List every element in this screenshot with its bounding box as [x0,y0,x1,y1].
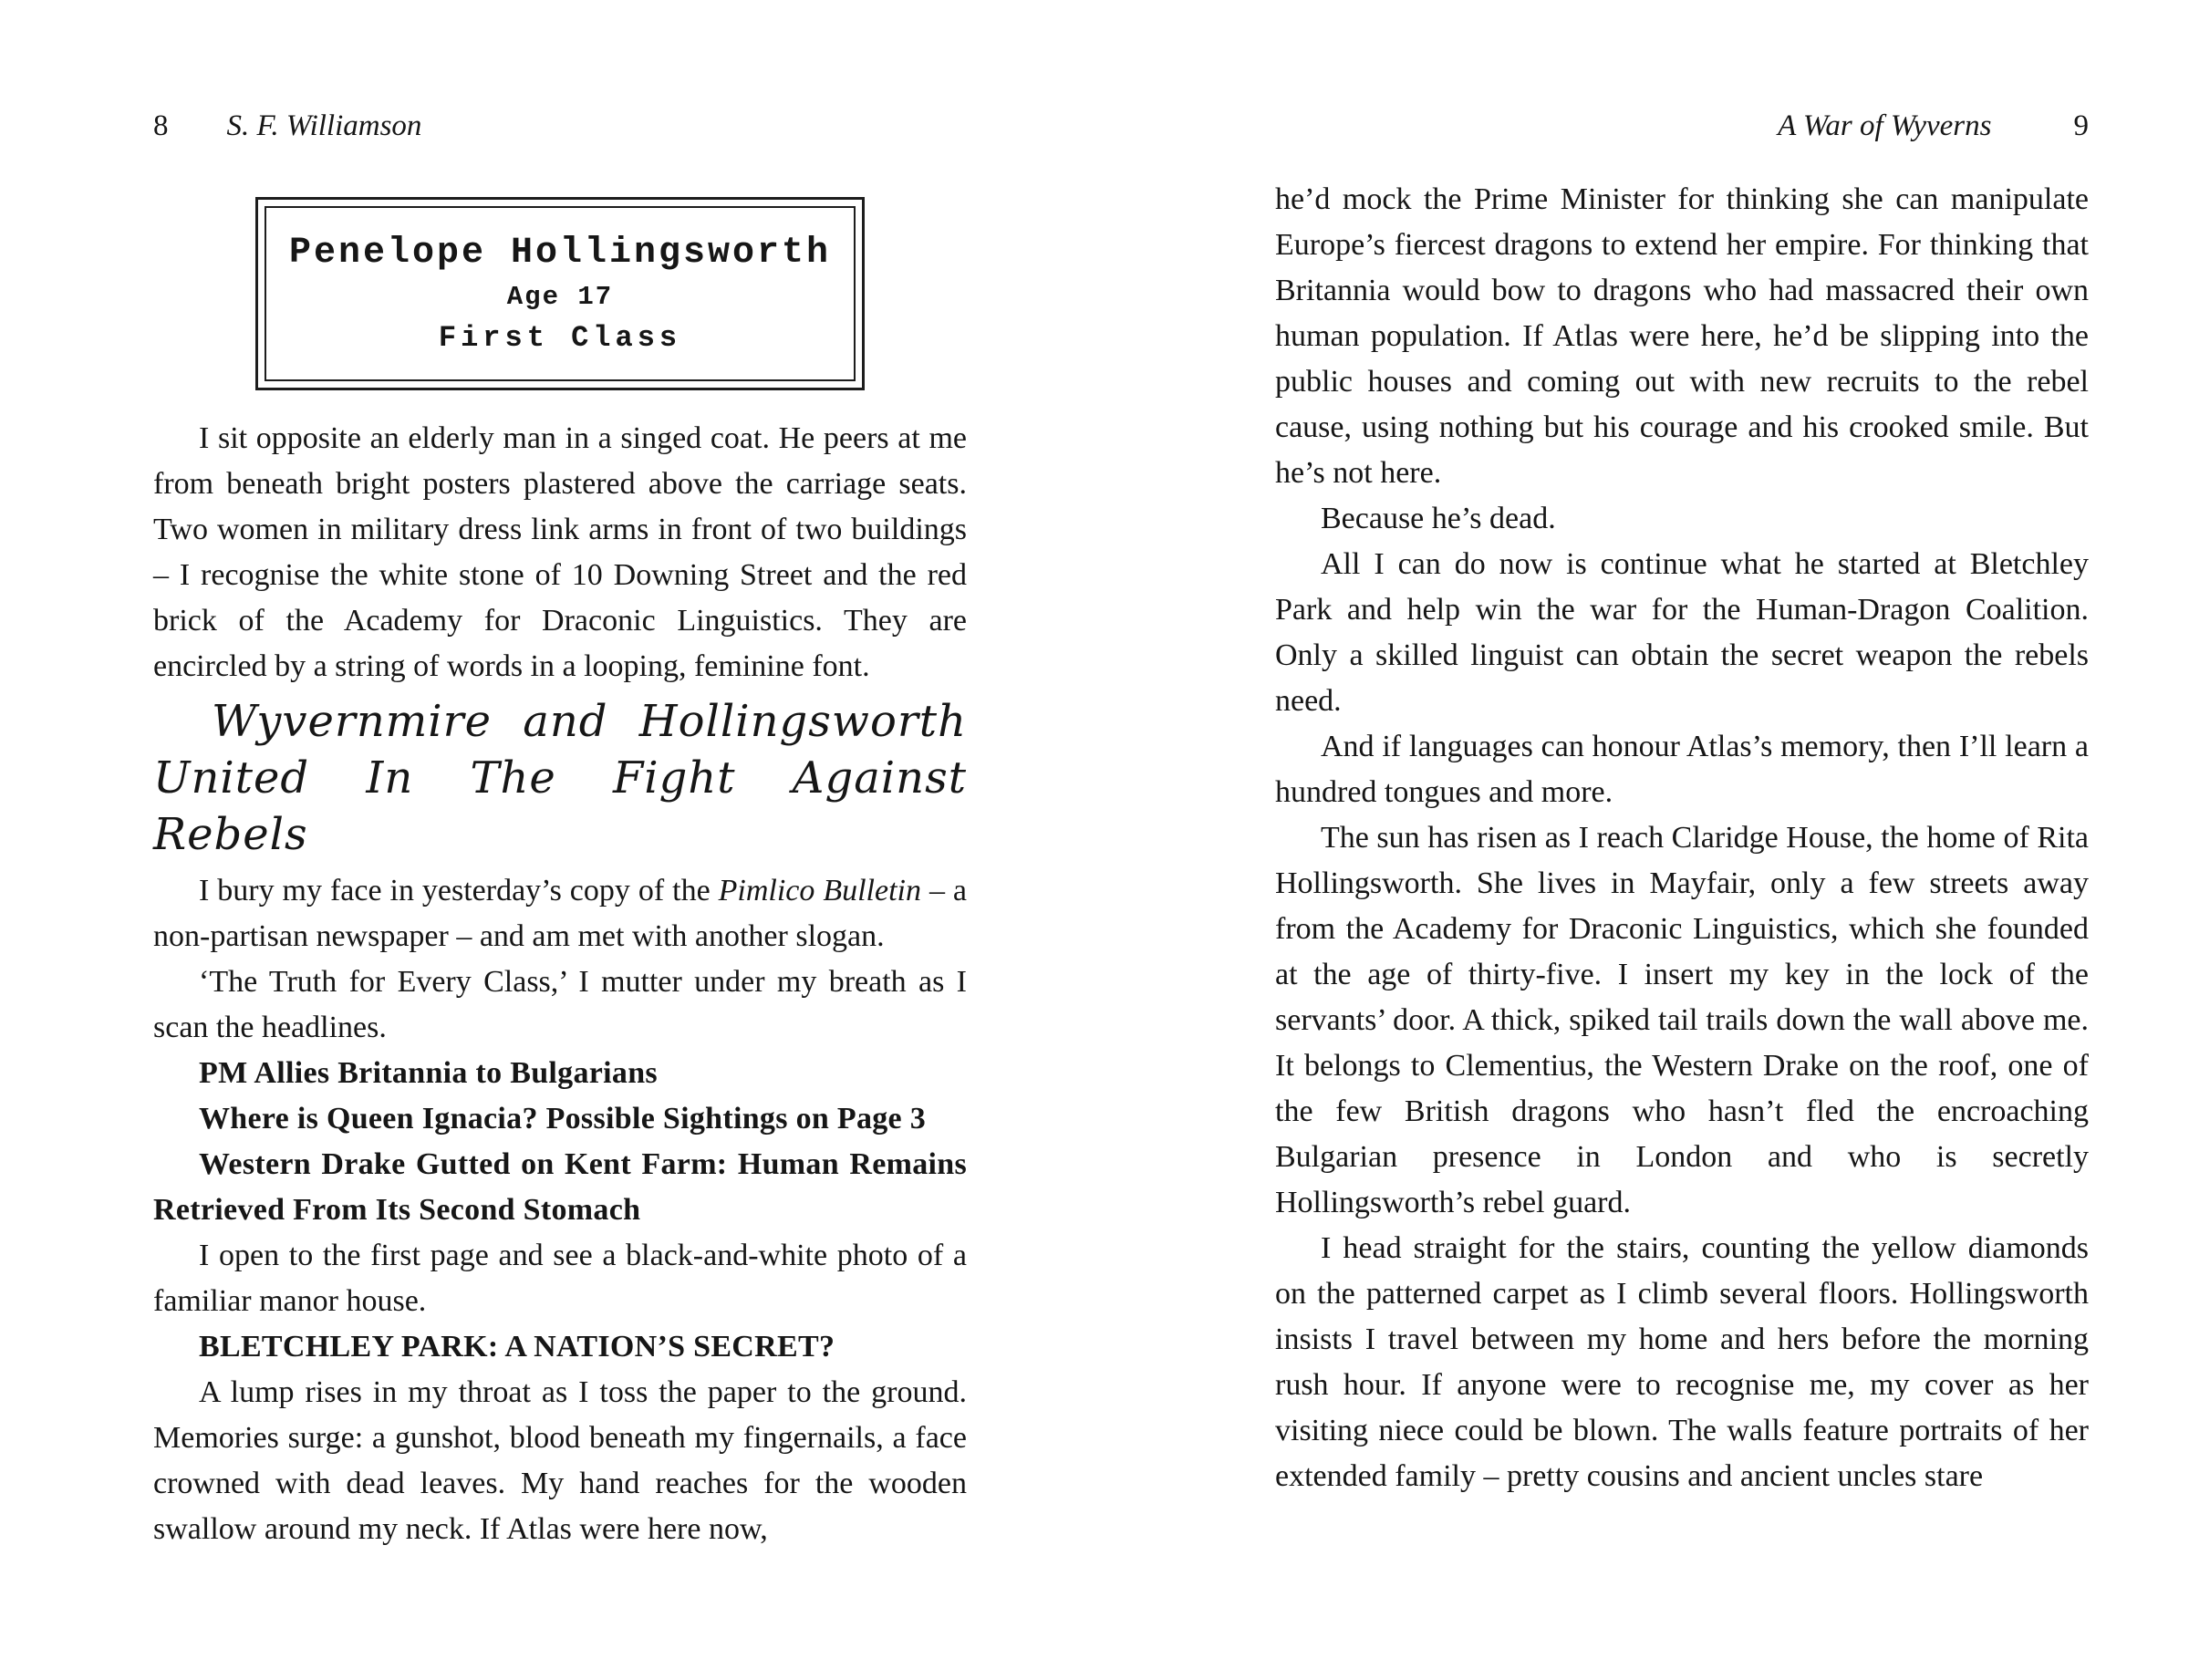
card-travel-class: First Class [438,321,682,355]
card-character-age: Age 17 [506,282,614,312]
character-card-wrapper [153,197,967,390]
paragraph-claridge-house: The sun has risen as I reach Claridge House, the home of Rita Hollingsworth. She lives in Mayfair, only a few streets away from the Academy for Draconic Linguistics, which she founded at the age of thirty-five. I insert my key in the lock of the servants’ door. A thick, spiked tail trails down the wall above me. It belongs to Clementius, the Western Drake on the roof, one of the few British dragons who hasn’t fled the encroaching Bulgarian presence in London and who is secretly Hollingsworth’s rebel guard. [1275,821,2089,1219]
card-character-name: Penelope Hollingsworth [288,233,832,274]
paragraph-photo: I open to the first page and see a black-and-white photo of a familiar manor house. [153,1239,967,1318]
right-page [1275,108,2089,1499]
paragraph-memories: A lump rises in my throat as I toss the paper to the ground. Memories surge: a gunshot, blood beneath my fingernails, a face crowned with dead leaves. My hand reaches for the wooden swallow around my neck. If Atlas were here now, [153,1375,967,1546]
right-running-head [1275,108,2089,144]
paragraph-newspaper-pre: I bury my face in yesterday’s copy of the [199,874,719,907]
news-headline-pm: PM Allies Britannia to Bulgarians [199,1056,658,1090]
poster-slogan-script: Wyvernmire and Hollingsworth United In The Fight Against Rebels [153,696,967,860]
left-running-head [153,108,967,144]
author-running-header: S. F. Williamson [226,109,422,142]
paragraph-stairs: I head straight for the stairs, counting the yellow diamonds on the patterned carpet as I climb several floors. Hollingsworth insists I travel between my home and hers before the morning rush hour. If anyone were to recognise me, my cover as her visiting niece could be blown. The walls feature portraits of her extended family – pretty cousins and ancient uncles stare [1275,1231,2089,1493]
right-body-text [1275,177,2089,1499]
paragraph-newspaper-post: – a non-partisan newspaper – and am met with another slogan. [153,874,967,953]
paragraph-newspaper [153,868,967,959]
news-headline-queen: Where is Queen Ignacia? Possible Sightings on Page 3 [199,1102,927,1136]
character-card [255,197,865,390]
character-card-inner [265,206,856,381]
right-page-number: 9 [2073,109,2089,142]
book-title-running-header: A War of Wyverns [1778,109,1992,142]
paragraph-languages: And if languages can honour Atlas’s memory, then I’ll learn a hundred tongues and more. [1275,730,2089,809]
news-headline-bletchley: BLETCHLEY PARK: A NATION’S SECRET? [199,1330,835,1364]
newspaper-title-italic: Pimlico Bulletin [718,874,921,907]
paragraph-mock-pm: he’d mock the Prime Minister for thinking she can manipulate Europe’s fiercest dragons to extend her empire. For thinking that Britannia would bow to dragons who had massacred their own human population. If Atlas were here, he’d be slipping into the public houses and coming out with new recruits to the rebel cause, using nothing but his courage and his crooked smile. But he’s not here. [1275,182,2089,490]
paragraph-dead: Because he’s dead. [1321,502,1556,535]
left-page [153,108,967,1552]
paragraph-truth-slogan: ‘The Truth for Every Class,’ I mutter under my breath as I scan the headlines. [153,965,967,1044]
left-body-text [153,416,967,1552]
paragraph-carriage: I sit opposite an elderly man in a singed coat. He peers at me from beneath bright posters plastered above the carriage seats. Two women in military dress link arms in front of two buildings – I recognise the white stone of 10 Downing Street and the red brick of the Academy for Draconic Linguistics. They are encircled by a string of words in a looping, feminine font. [153,421,967,683]
paragraph-bletchley-war: All I can do now is continue what he started at Bletchley Park and help win the war for the Human-Dragon Coalition. Only a skilled linguist can obtain the secret weapon the rebels need. [1275,547,2089,718]
news-headline-drake: Western Drake Gutted on Kent Farm: Human Remains Retrieved From Its Second Stomach [153,1147,967,1227]
left-page-number: 8 [153,109,169,142]
